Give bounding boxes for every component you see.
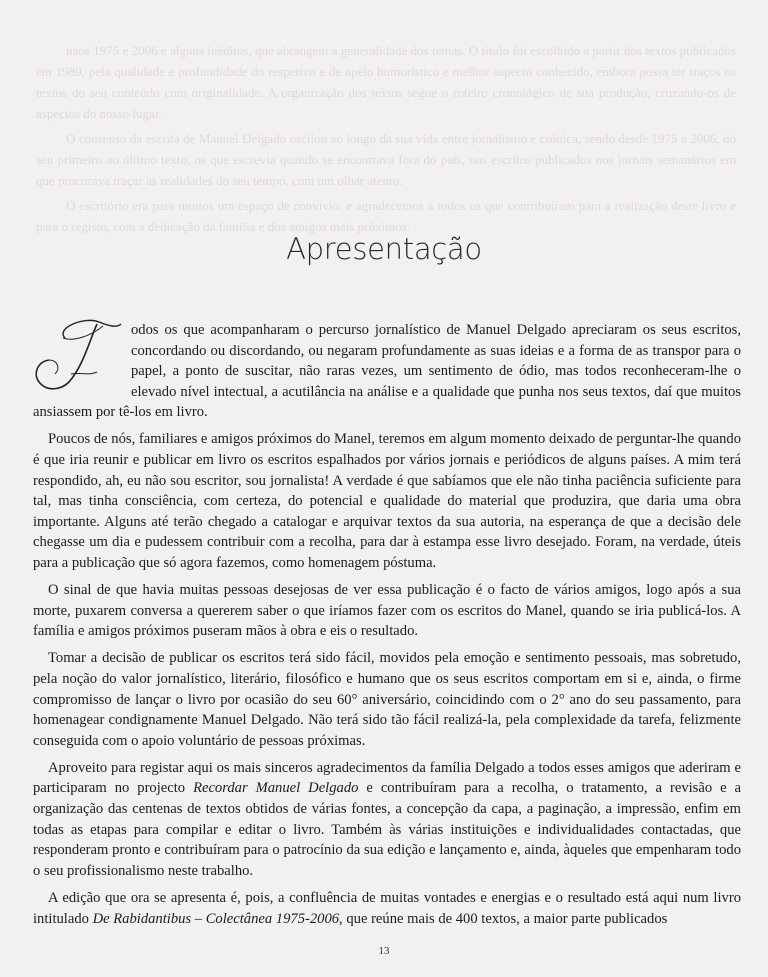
decorative-initial-t	[33, 316, 123, 394]
bleed-through-paragraph: naos 1975 e 2006 e alguns inéditos, que abrangem a generalidade dos temas. O titulo foi escolhido a partir dos textos publicados em 1989, pela qualidade e profundidade do respetivo e de apelo humorístico e melhor aspecto conhecido, embora possa ter traços os textos do seu conteúdo com originalidade. A organização dos textos segue o roteiro cronológico de sua produção, cruzando-os de aspectos do nosso lugar.	[36, 43, 736, 121]
paragraph-4: Tomar a decisão de publicar os escritos terá sido fácil, movidos pela emoção e sentimento pessoais, mas sobretudo, pela noção do valor jornalístico, literário, filosófico e humano que os seus escritos comportam em si e, ainda, o firme compromisso de lançar o livro por ocasião do seu 60° aniversário, coincidindo com o 2° ano do seu passamento, para homenagear condignamente Manuel Delgado. Não terá sido tão fácil realizá-la, pela complexidade da tarefa, felizmente conseguida com o apoio voluntário de pessoas próximas.	[33, 650, 741, 749]
paragraph-5	[33, 758, 741, 882]
paragraph-6-text: A edição que ora se apresenta é, pois, a confluência de muitas vontades e energias e o resultado está aqui num livro intitulado	[33, 889, 741, 927]
page-title: Apresentação	[286, 232, 482, 266]
paragraph-2: Poucos de nós, familiares e amigos próximos do Manel, teremos em algum momento deixado de perguntar-lhe quando é que iria reunir e publicar em livro os escritos espalhados por vários jornais e periódicos de alguns países. A mim terá respondido, ah, eu não sou escritor, sou jornalista! A verdade é que sabíamos que ele não tinha paciência suficiente para tal, mas tinha consciência, com certeza, do potencial e qualidade do material que produzira, que daria uma obra importante. Alguns até terão chegado a catalogar e arquivar textos da sua autoria, na esperança de que a decisão dele chegasse um dia e pudessem contribuir com a recolha, para dar à estampa esse livro desejado. Foram, na verdade, úteis para a publicação que só agora fazemos, como homenagem póstuma.	[33, 431, 741, 572]
body-text	[33, 320, 741, 936]
paragraph-6	[33, 888, 741, 929]
book-title: De Rabidantibus – Colectânea 1975-2006	[92, 910, 340, 927]
paragraph-5-text-end: e contribuíram para a recolha, o tratamento, a revisão e a organização das centenas de textos obtidos de várias fontes, a concepção da capa, a paginação, a impressão, enfim em todas as etapas para compilar e editar o livro. Também às várias instituições e individualidades contactadas, que responderam pronto e contribuíram para o patrocínio da sua edição e lançamento e, ainda, àqueles que empenharam todo o seu profissionalismo neste trabalho.	[33, 780, 742, 879]
bleed-through-text	[36, 40, 736, 241]
project-name: Recordar Manuel Delgado	[193, 780, 359, 797]
paragraph-3: O sinal de que havia muitas pessoas desejosas de ver essa publicação é o facto de vários amigos, logo após a sua morte, puxarem conversa a quererem saber o que iríamos fazer com os escritos do Manel, quando se iria publicá-los. A família e amigos próximos puseram mãos à obra e eis o resultado.	[33, 582, 741, 640]
paragraph-5-text: Aproveito para registar aqui os mais sinceros agradecimentos da família Delgado a todos esses amigos que aderiram e participaram no projecto	[33, 759, 741, 797]
page-number: 13	[378, 945, 390, 957]
bleed-through-paragraph: O consenso da escrita de Manuel Delgado oscilou ao longo da sua vida entre jornalismo e crónica, sendo desde 1975 a 2006, do seu primeiro ao último texto, os que escrevia quando se encontrava fora do país, nos escritos publicados nos jornais semanários em que procurava traçar as realidades do seu tempo, com um olhar atento.	[36, 131, 736, 188]
bleed-through-paragraph: O escritório era para muitos um espaço de convívio, e agradecemos a todos os que contribuíram para a realização deste livro e para o registo, com a dedicação da família e dos amigos mais próximos.	[36, 198, 736, 234]
paragraph-1-text: odos os que acompanharam o percurso jornalístico de Manuel Delgado apreciaram os seus escritos, concordando ou discordando, ou negaram profundamente as suas ideias e a forma de as transpor para o papel, a ponto de suscitar, não raras vezes, um sentimento de ódio, mas todos reconheceram-lhe o elevado nível intectual, a acutilância na análise e a qualidade que punha nos seus textos, daí que muitos ansiassem por tê-los em livro.	[33, 322, 741, 421]
paragraph-6-text-end: , que reúne mais de 400 textos, a maior parte publicados	[339, 910, 668, 927]
paragraph-1	[33, 320, 741, 423]
